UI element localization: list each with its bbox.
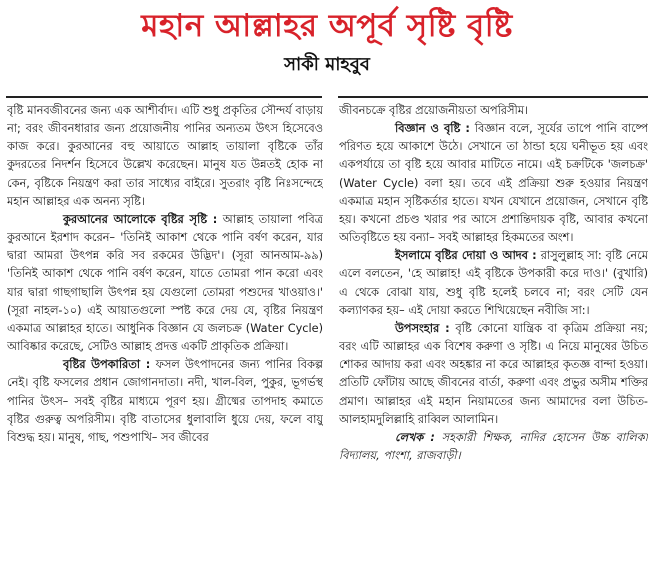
science-text: বিজ্ঞান বলে, সূর্যের তাপে পানি বাষ্পে পরিণত হয়ে আকাশে উঠে। সেখানে তা ঠান্ডা হয়ে ঘনীভূত হয় এবং একপর্যায়ে তা বৃষ্টি হয়ে আবার মাটিতে নামে। এই চক্রটিকে 'জলচক্র' (Water Cycle) বলা হয়। তবে এই প্রক্রিয়া শুরু হওয়ার নিয়ন্ত্রণ একমাত্র মহান সৃষ্টিকর্তার হাতে। যখন যেখানে প্রয়োজন, সেখানে বৃষ্টি হয়। কখনো প্রচণ্ড খরার পর আসে প্রশান্তিদায়ক বৃষ্টি, আবার কখনো অতিবৃষ্টিতে হয় বন্যা– সবই আল্লাহর হিকমতের অংশ। bbox=[339, 122, 648, 245]
conclusion-heading: উপসংহার : bbox=[395, 321, 450, 335]
islam-heading: ইসলামে বৃষ্টির দোয়া ও আদব : bbox=[395, 249, 537, 263]
conclusion-section bbox=[339, 320, 648, 429]
author-info: সহকারী শিক্ষক, নাদির হোসেন উচ্চ বালিকা বিদ্যালয়, পাংশা, রাজবাড়ী। bbox=[339, 430, 648, 462]
benefit-section bbox=[7, 356, 323, 447]
islam-section bbox=[339, 247, 648, 320]
left-column bbox=[7, 102, 323, 574]
intro-paragraph bbox=[7, 102, 323, 211]
intro-text: বৃষ্টি মানবজীবনের জন্য এক আশীর্বাদ। এটি শুধু প্রকৃতির সৌন্দর্য বাড়ায় না; বরং জীবনধারার জন্য প্রয়োজনীয় পানির অন্যতম উৎস হিসেবেও কাজ করে। কুরআনের বহু আয়াতে আল্লাহ তায়ালা বৃষ্টিকে তাঁর কুদরতের নিদর্শন হিসেবে উল্লেখ করেছেন। মানুষ যত উন্নতই হোক না কেন, বৃষ্টিকে নিয়ন্ত্রণ করা তার সাধ্যের বাইরে। সুতরাং বৃষ্টি নিঃসন্দেহে মহান আল্লাহর এক অনন্য সৃষ্টি। bbox=[7, 104, 323, 208]
science-section bbox=[339, 120, 648, 247]
right-column bbox=[339, 102, 648, 574]
benefit-heading: বৃষ্টির উপকারিতা : bbox=[63, 358, 151, 372]
islam-text: রাসুলুল্লাহ সা: বৃষ্টি নেমে এলে বলতেন, 'হে আল্লাহ! এই বৃষ্টিকে উপকারী করে দাও।' (বুখারি) এ থেকে বোঝা যায়, শুধু বৃষ্টি হলেই চলবে না; বরং সেটি যেন কল্যাণকর হয়– এই দোয়া করতে শিখিয়েছেন নবীজি সা:। bbox=[339, 249, 648, 317]
benefit-text: ফসল উৎপাদনের জন্য পানির বিকল্প নেই। বৃষ্টি ফসলের প্রধান জোগানদাতা। নদী, খাল-বিল, পুকুর, ভূগর্ভস্থ পানির উৎস– সবই বৃষ্টির মাধ্যমে পূরণ হয়। গ্রীষ্মের তাপদাহ কমাতে বৃষ্টির গুরুত্ব অপরিসীম। বৃষ্টি বাতাসের ধুলাবালি ধুয়ে দেয়, ফলে বায়ু বিশুদ্ধ হয়। মানুষ, গাছ, পশুপাখি– সব জীবের bbox=[7, 358, 323, 444]
column-rule-right bbox=[338, 96, 648, 98]
column-rule-left bbox=[6, 96, 322, 98]
continuation-paragraph bbox=[339, 102, 648, 120]
continuation-text: জীবনচক্রে বৃষ্টির প্রয়োজনীয়তা অপরিসীম। bbox=[339, 104, 529, 117]
author-label: লেখক : bbox=[395, 430, 435, 444]
quran-text: আল্লাহ তায়ালা পবিত্র কুরআনে ইরশাদ করেন– 'তিনিই আকাশ থেকে পানি বর্ষণ করেন, যার দ্বারা আমরা উৎপন্ন করি সব রকমের উদ্ভিদ'। (সূরা আনআম-৯৯) 'তিনিই আকাশ থেকে পানি বর্ষণ করেন, যাতে তোমরা পান করো এবং যার দ্বারা গাছগাছালি উৎপন্ন হয় যেগুলো তোমরা পশুদের খাওয়াও।' (সূরা নাহল-১০) এই আয়াতগুলো স্পষ্ট করে দেয় যে, বৃষ্টির নিয়ন্ত্রণ একমাত্র আল্লাহর হাতে। আধুনিক বিজ্ঞান যে জলচক্র (Water Cycle) আবিষ্কার করেছে, সেটিও আল্লাহ প্রদত্ত একটি প্রাকৃতিক প্রক্রিয়া। bbox=[7, 212, 323, 354]
author-note bbox=[339, 429, 648, 465]
science-heading: বিজ্ঞান ও বৃষ্টি : bbox=[395, 122, 470, 136]
conclusion-text: বৃষ্টি কোনো যান্ত্রিক বা কৃত্রিম প্রক্রিয়া নয়; বরং এটি আল্লাহর এক বিশেষ করুণা ও সৃষ্টি। এ নিয়ে মানুষের উচিত শোকর আদায় করা এবং অহঙ্কার না করে আল্লাহর কৃতজ্ঞ বান্দা হওয়া। প্রতিটি ফোঁটায় আছে জীবনের বার্তা, করুণা এবং প্রভুর অসীম শক্তির প্রমাণ। আল্লাহর এই মহান নিয়ামতের জন্য আমাদের বলা উচিত-আলহামদুলিল্লাহি রাব্বিল আলামিন। bbox=[339, 321, 648, 426]
article-headline: মহান আল্লাহর অপূর্ব সৃষ্টি বৃষ্টি bbox=[141, 8, 513, 44]
quran-section bbox=[7, 211, 323, 356]
quran-heading: কুরআনের আলোকে বৃষ্টির সৃষ্টি : bbox=[63, 212, 218, 226]
article-byline: সাকী মাহবুব bbox=[284, 54, 370, 75]
